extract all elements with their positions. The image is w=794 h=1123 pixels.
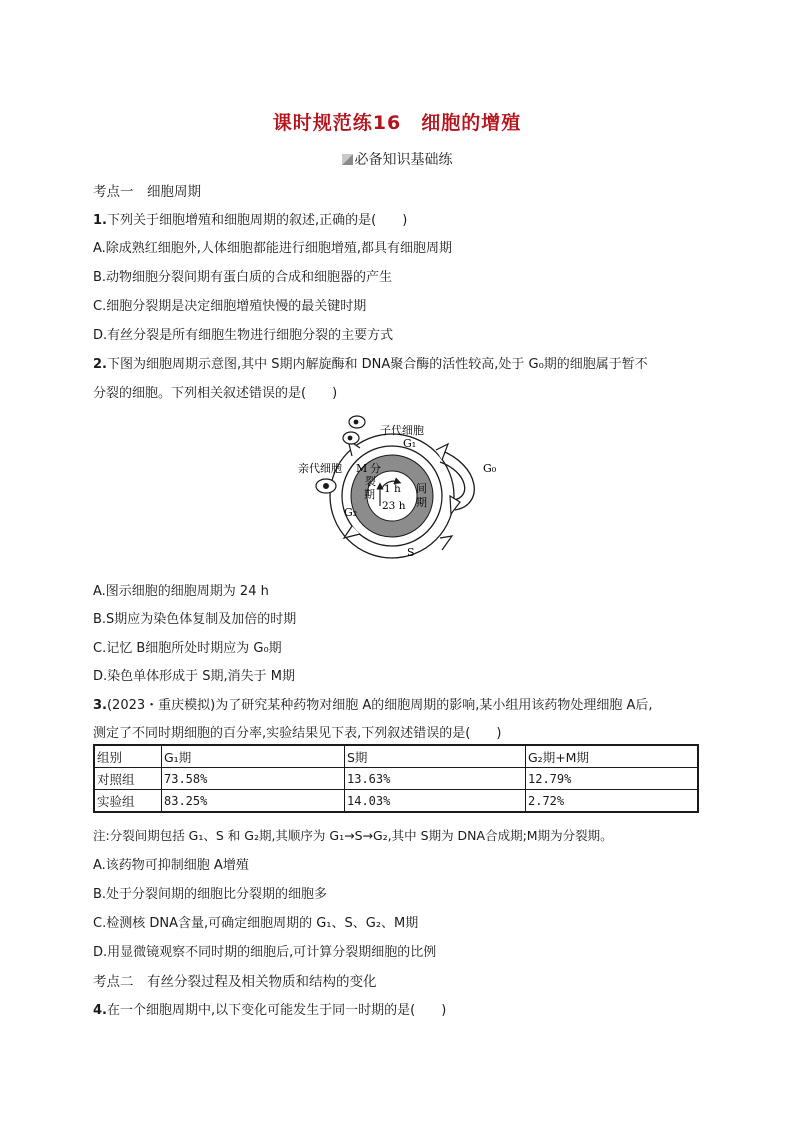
question-2-stem-cont: 分裂的细胞。下列相关叙述错误的是( ) [93,386,338,401]
question-3-stem [93,694,653,713]
table-cell: 73.58% [162,768,345,790]
q2-option-a: A.图示细胞的细胞周期为 24 h [93,584,269,599]
q2-option-b: B.S期应为染色体复制及加倍的时期 [93,612,297,627]
question-3-stem-cont: 测定了不同时期细胞的百分率,实验结果见下表,下列叙述错误的是( ) [93,726,502,741]
question-3-text-1: (2023・重庆模拟)为了研究某种药物对细胞 A的细胞周期的影响,某小组用该药物处理细胞 A后, [106,698,653,713]
s-label: S [407,546,415,559]
division-label-1: 分 [370,462,381,475]
interphase-label-2: 期 [416,496,427,509]
table-header-cell: 组别 [94,745,162,768]
question-4-stem [93,999,446,1018]
question-2-number: 2. [93,357,107,372]
table-header-cell: G₁期 [162,745,345,768]
daughter-cell-label: 子代细胞 [380,424,424,437]
section-subtitle [0,149,794,169]
q1-option-d: D.有丝分裂是所有细胞生物进行细胞分裂的主要方式 [93,328,394,343]
page-title: 课时规范练16 细胞的增殖 [272,112,522,134]
table-cell: 14.03% [345,790,526,813]
cell-cycle-diagram [290,410,510,562]
interphase-label-1: 间 [416,482,427,495]
table-note: 注:分裂间期包括 G₁、S 和 G₂期,其顺序为 G₁→S→G₂,其中 S期为 DNA合成期;M期为分裂期。 [93,828,613,843]
s-arrowhead [440,536,452,550]
g1-label: G₁ [403,437,417,450]
subtitle-text: 必备知识基础练 [354,152,453,168]
daughter-cell-lower-nucleus [348,436,353,441]
parent-cell-label: 亲代细胞 [298,462,342,475]
q1-option-b: B.动物细胞分裂间期有蛋白质的合成和细胞器的产生 [93,270,393,285]
q2-option-d: D.染色单体形成于 S期,消失于 M期 [93,669,296,684]
q3-option-c: C.检测核 DNA含量,可确定细胞周期的 G₁、S、G₂、M期 [93,916,419,931]
table-header-row [94,745,698,768]
question-1-number: 1. [93,213,107,228]
table-cell: 83.25% [162,790,345,813]
parent-cell-nucleus [323,483,329,489]
table-header-cell: S期 [345,745,526,768]
question-1-text: 下列关于细胞增殖和细胞周期的叙述,正确的是( ) [106,213,408,228]
g2-label: G₂ [344,506,358,519]
section-marker-icon [342,154,353,165]
question-4-number: 4. [93,1003,107,1018]
table-header-cell: G₂期+M期 [526,745,699,768]
daughter-cell-upper-nucleus [354,420,359,425]
g0-label: G₀ [483,462,497,475]
q3-option-b: B.处于分裂间期的细胞比分裂期的细胞多 [93,887,328,902]
table-cell: 实验组 [94,790,162,813]
table-row [94,768,698,790]
question-3-number: 3. [93,698,107,713]
results-table [93,744,699,813]
table-cell: 12.79% [526,768,699,790]
q2-option-c: C.记忆 B细胞所处时期应为 G₀期 [93,641,282,656]
table-cell: 2.72% [526,790,699,813]
section-heading-2: 考点二 有丝分裂过程及相关物质和结构的变化 [93,974,377,990]
twenty-three-hour-label: 23 h [382,500,406,512]
q1-option-c: C.细胞分裂期是决定细胞增殖快慢的最关键时期 [93,299,367,314]
question-2-text-1: 下图为细胞周期示意图,其中 S期内解旋酶和 DNA聚合酶的活性较高,处于 G₀期的细胞属于暂不 [106,357,648,372]
question-2-stem [93,353,648,372]
m-label: M [356,462,368,475]
division-label-2: 裂 [365,475,376,488]
table-cell: 13.63% [345,768,526,790]
section-heading-1: 考点一 细胞周期 [93,184,201,200]
one-hour-label: 1 h [384,483,401,495]
division-label-3: 期 [364,488,375,501]
table-cell: 对照组 [94,768,162,790]
q3-option-a: A.该药物可抑制细胞 A增殖 [93,858,249,873]
q1-option-a: A.除成熟红细胞外,人体细胞都能进行细胞增殖,都具有细胞周期 [93,241,453,256]
question-4-text: 在一个细胞周期中,以下变化可能发生于同一时期的是( ) [106,1003,447,1018]
q3-option-d: D.用显微镜观察不同时期的细胞后,可计算分裂期细胞的比例 [93,945,437,960]
question-1-stem [93,209,407,228]
table-row [94,790,698,813]
